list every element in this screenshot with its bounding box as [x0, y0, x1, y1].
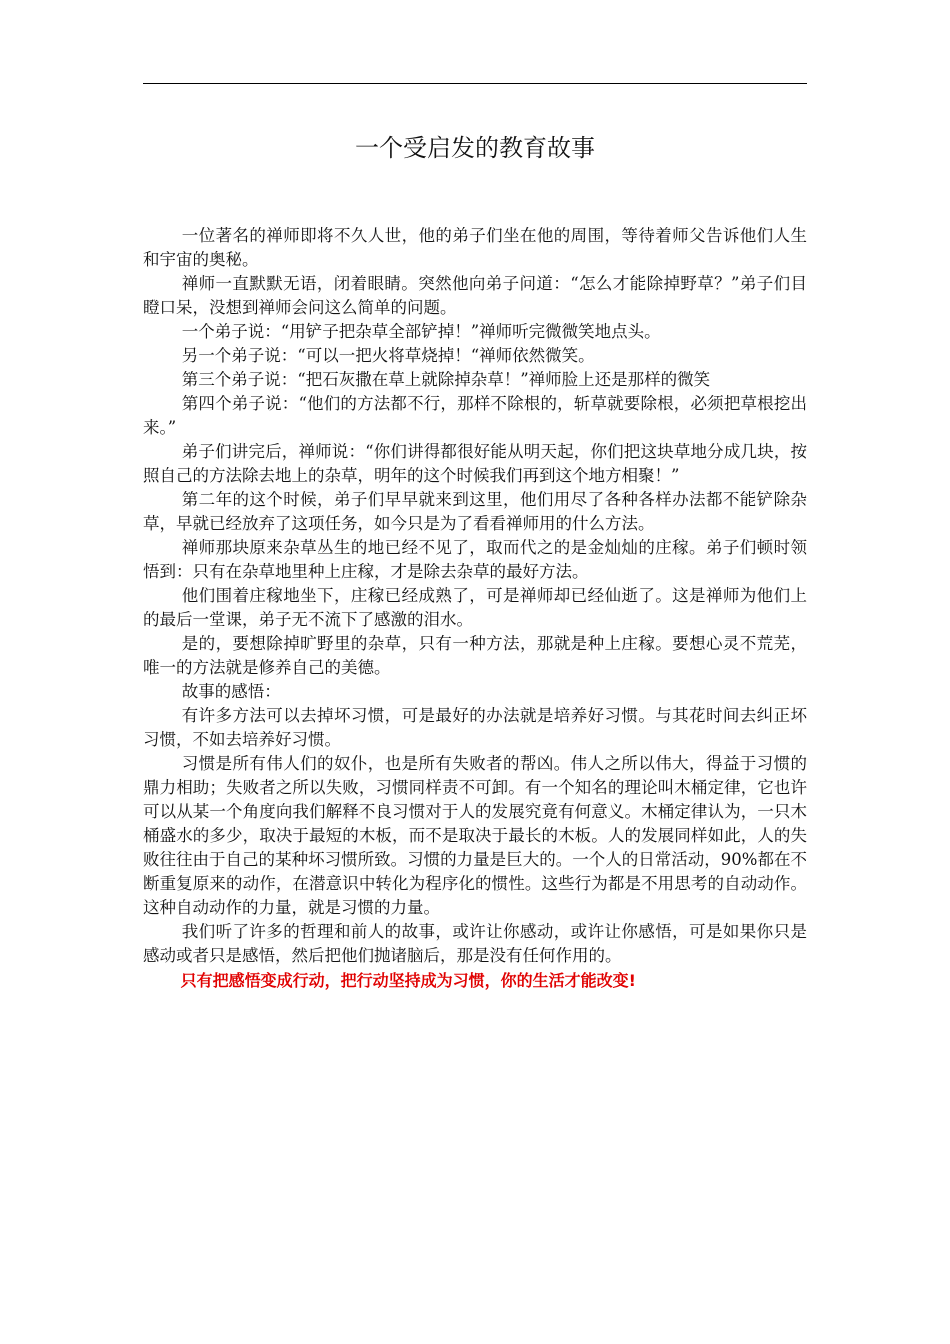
paragraph-question: 禅师一直默默无语，闭着眼睛。突然他向弟子问道：“怎么才能除掉野草？”弟子们目瞪口呆，没想到禅师会问这么简单的问题。: [143, 274, 807, 317]
document-body: [143, 224, 807, 993]
paragraph-disciple-3: 第三个弟子说：“把石灰撒在草上就除掉杂草！”禅师脸上还是那样的微笑: [181, 370, 711, 389]
paragraph-moral: 是的，要想除掉旷野里的杂草，只有一种方法，那就是种上庄稼。要想心灵不荒芜，唯一的方法就是修养自己的美德。: [143, 634, 807, 677]
paragraph-last-lesson: 他们围着庄稼地坐下，庄稼已经成熟了，可是禅师却已经仙逝了。这是禅师为他们上的最后一堂课，弟子无不流下了感激的泪水。: [143, 586, 807, 629]
paragraph-action: 我们听了许多的哲理和前人的故事，或许让你感动，或许让你感悟，可是如果你只是感动或者只是感悟，然后把他们抛诸脑后，那是没有任何作用的。: [143, 922, 807, 965]
header-rule: [143, 83, 807, 84]
paragraph-good-habits: 有许多方法可以去掉坏习惯，可是最好的办法就是培养好习惯。与其花时间去纠正坏习惯，不如去培养好习惯。: [143, 706, 807, 749]
paragraph-disciple-4: 第四个弟子说：“他们的方法都不行，那样不除根的，斩草就要除根，必须把草根挖出来。”: [143, 394, 807, 437]
document-title: 一个受启发的教育故事: [355, 134, 595, 162]
conclusion-highlight: 只有把感悟变成行动，把行动坚持成为习惯，你的生活才能改变!: [180, 971, 636, 990]
paragraph-next-year: 第二年的这个时候，弟子们早早就来到这里，他们用尽了各种各样办法都不能铲除杂草，早就已经放弃了这项任务，如今只是为了看看禅师用的什么方法。: [143, 490, 807, 533]
paragraph-habit-power: 习惯是所有伟人们的奴仆，也是所有失败者的帮凶。伟人之所以伟大，得益于习惯的鼎力相助；失败者之所以失败，习惯同样责不可卸。有一个知名的理论叫木桶定律，它也许可以从某一个角度向我们解释不良习惯对于人的发展究竟有何意义。木桶定律认为，一只木桶盛水的多少，取决于最短的木板，而不是取决于最长的木板。人的发展同样如此，人的失败往往由于自己的某种坏习惯所致。习惯的力量是巨大的。一个人的日常活动，90%都在不断重复原来的动作，在潜意识中转化为程序化的惯性。这些行为都是不用思考的自动动作。这种自动动作的力量，就是习惯的力量。: [143, 754, 807, 917]
paragraph-insight-heading: 故事的感悟：: [181, 682, 281, 701]
paragraph-intro: 一位著名的禅师即将不久人世，他的弟子们坐在他的周围，等待着师父告诉他们人生和宇宙的奥秘。: [143, 226, 807, 269]
paragraph-crops: 禅师那块原来杂草丛生的地已经不见了，取而代之的是金灿灿的庄稼。弟子们顿时领悟到：只有在杂草地里种上庄稼，才是除去杂草的最好方法。: [143, 538, 807, 581]
paragraph-master-reply: 弟子们讲完后，禅师说：“你们讲得都很好能从明天起，你们把这块草地分成几块，按照自己的方法除去地上的杂草，明年的这个时候我们再到这个地方相聚！”: [143, 442, 807, 485]
paragraph-disciple-2: 另一个弟子说：“可以一把火将草烧掉！“禅师依然微笑。: [181, 346, 595, 365]
paragraph-disciple-1: 一个弟子说：“用铲子把杂草全部铲掉！”禅师听完微微笑地点头。: [181, 322, 661, 341]
